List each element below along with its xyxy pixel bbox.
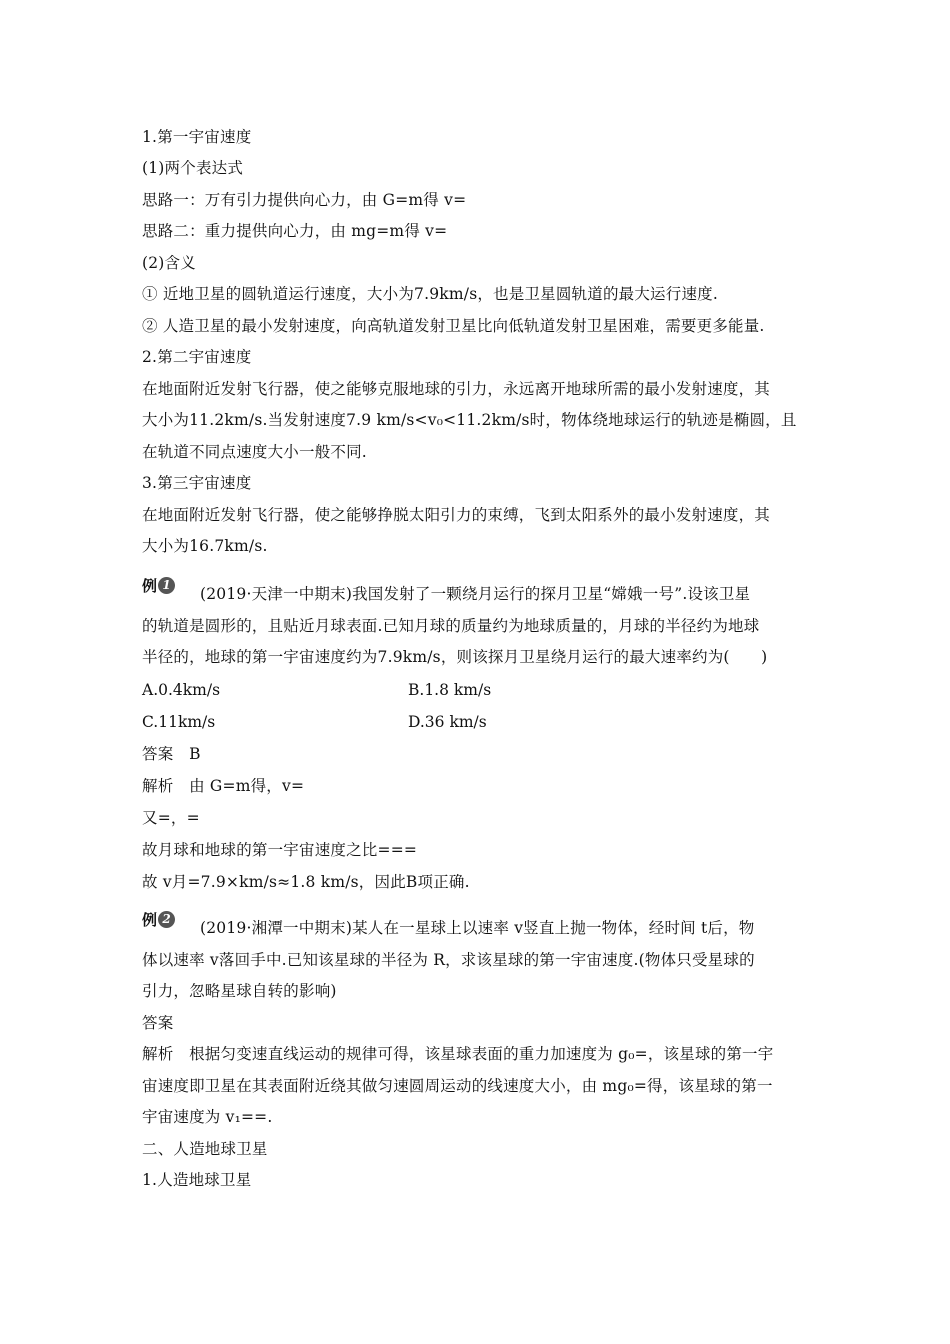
example-1-badge [142, 574, 175, 596]
section-2-line-1: 在地面附近发射飞行器，使之能够克服地球的引力，永远离开地球所需的最小发射速度，其 [142, 380, 771, 398]
example-1-line-1: (2019·天津一中期末)我国发射了一颗绕月运行的探月卫星“嫦娥一号”.设该卫星 [200, 585, 751, 603]
section-1-title: 1.第一宇宙速度 [142, 128, 252, 146]
example-1-option-b: B.1.8 km/s [408, 681, 492, 699]
example-1-analysis-3: 故月球和地球的第一宇宙速度之比=== [142, 841, 418, 859]
example-1-option-c: C.11km/s [142, 713, 216, 731]
section-4-subheading: 1.人造地球卫星 [142, 1171, 252, 1189]
example-1-option-d: D.36 km/s [408, 713, 487, 731]
section-2-line-3: 在轨道不同点速度大小一般不同. [142, 443, 367, 461]
section-1-subheading-meaning: (2)含义 [142, 254, 196, 272]
example-2-analysis-2: 宙速度即卫星在其表面附近绕其做匀速圆周运动的线速度大小，由 mg₀=得，该星球的第一 [142, 1077, 773, 1095]
section-2-title: 2.第二宇宙速度 [142, 348, 252, 366]
section-1-meaning-2: ② 人造卫星的最小发射速度，向高轨道发射卫星比向低轨道发射卫星困难，需要更多能量. [142, 317, 765, 335]
example-2-analysis-1: 解析 根据匀变速直线运动的规律可得，该星球表面的重力加速度为 g₀=，该星球的第一宇 [142, 1045, 774, 1063]
example-1-analysis-2: 又=，= [142, 809, 200, 827]
example-1-answer: 答案 B [142, 745, 201, 763]
section-1-idea-1: 思路一：万有引力提供向心力，由 G=m得 v= [142, 191, 467, 209]
section-3-title: 3.第三宇宙速度 [142, 474, 252, 492]
example-2-line-2: 体以速率 v落回手中.已知该星球的半径为 R，求该星球的第一宇宙速度.(物体只受星球的 [142, 951, 755, 969]
example-1-option-a: A.0.4km/s [142, 681, 221, 699]
section-3-line-1: 在地面附近发射飞行器，使之能够挣脱太阳引力的束缚，飞到太阳系外的最小发射速度，其 [142, 506, 771, 524]
section-4-title: 二、人造地球卫星 [142, 1140, 268, 1158]
example-1-analysis-1: 解析 由 G=m得，v= [142, 777, 305, 795]
example-label: 例 [142, 910, 158, 929]
section-1-idea-2: 思路二：重力提供向心力，由 mg=m得 v= [142, 222, 448, 240]
example-2-analysis-3: 宇宙速度为 v₁==. [142, 1108, 273, 1126]
section-1-meaning-1: ① 近地卫星的圆轨道运行速度，大小为7.9km/s，也是卫星圆轨道的最大运行速度. [142, 285, 718, 303]
example-number-icon: 2 [158, 911, 175, 928]
section-1-subheading-expressions: (1)两个表达式 [142, 159, 244, 177]
example-1-line-2: 的轨道是圆形的，且贴近月球表面.已知月球的质量约为地球质量的，月球的半径约为地球 [142, 617, 760, 635]
example-number-icon: 1 [158, 577, 175, 594]
section-3-line-2: 大小为16.7km/s. [142, 537, 268, 555]
example-1-analysis-4: 故 v月=7.9×km/s≈1.8 km/s，因此B项正确. [142, 873, 470, 891]
example-2-line-3: 引力，忽略星球自转的影响) [142, 982, 337, 1000]
example-2-line-1: (2019·湘潭一中期末)某人在一星球上以速率 v竖直上抛一物体，经时间 t后，物 [200, 919, 755, 937]
example-label: 例 [142, 576, 158, 595]
section-2-line-2: 大小为11.2km/s.当发射速度7.9 km/s<v₀<11.2km/s时，物体绕地球运行的轨迹是椭圆，且 [142, 411, 797, 429]
example-2-answer: 答案 [142, 1014, 174, 1032]
example-2-badge [142, 908, 175, 930]
example-1-line-3: 半径的，地球的第一宇宙速度约为7.9km/s，则该探月卫星绕月运行的最大速率约为( ) [142, 648, 768, 666]
